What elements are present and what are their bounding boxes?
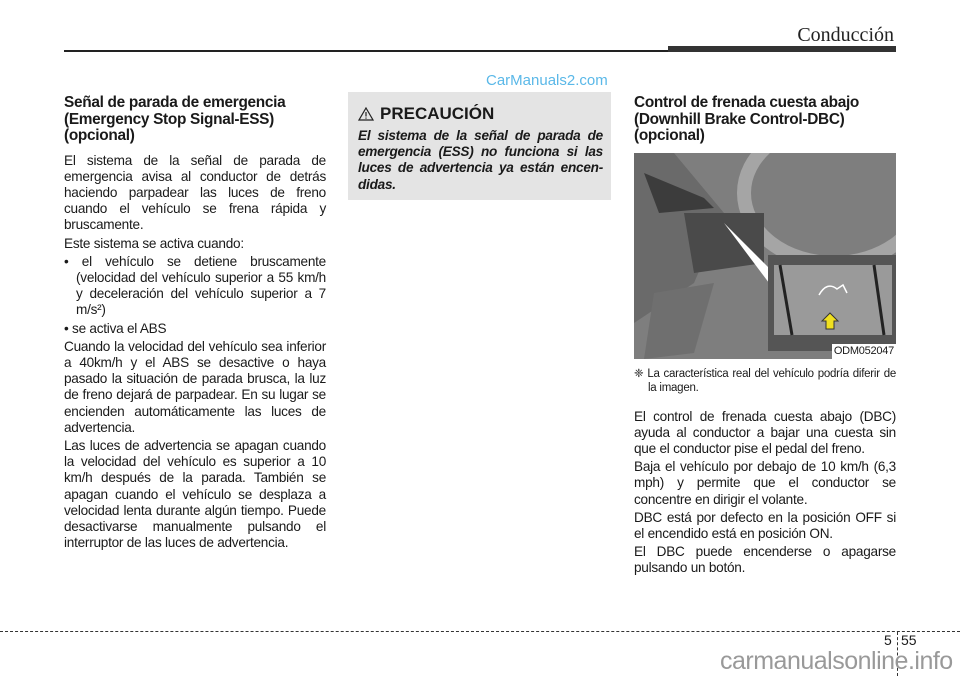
- paragraph: El DBC puede encenderse o apagarse pulsando un botón.: [634, 544, 896, 576]
- footer-watermark[interactable]: carmanualsonline.info: [720, 647, 953, 675]
- left-column: [64, 95, 326, 553]
- footer-rule: [0, 631, 960, 632]
- caution-body: El sistema de la señal de parada de emergencia (ESS) no funciona si las luces de advertencia ya están encen-didas.: [358, 128, 603, 192]
- image-note: ❈ La característica real del vehículo podría diferir de la imagen.: [634, 367, 896, 394]
- dashboard-illustration: [634, 153, 896, 359]
- header-rule-accent: [668, 46, 896, 52]
- image-code: ODM052047: [833, 344, 894, 357]
- warning-triangle-icon: [358, 107, 374, 121]
- watermark-link[interactable]: CarManuals2.com: [486, 72, 608, 89]
- right-column: [634, 95, 896, 579]
- paragraph: Este sistema se activa cuando:: [64, 235, 244, 251]
- dbc-heading: Control de frenada cuesta abajo (Downhill Brake Control-DBC) (opcional): [634, 94, 860, 144]
- paragraph: El sistema de la señal de parada de emergencia avisa al conductor de detrás haciendo parpadear las luces de freno cuando el vehículo se frena rápida y bruscamente.: [64, 152, 326, 233]
- paragraph: Cuando la velocidad del vehículo sea inferior a 40km/h y el ABS se desactive o haya pasado la situación de parada brusca, la luz de freno dejará de parpadear. En su lugar se encienden automáticamente las luces de advertencia.: [64, 338, 326, 435]
- paragraph: Baja el vehículo por debajo de 10 km/h (6,3 mph) y permite que el conductor se concentre en dirigir el volante.: [634, 459, 896, 507]
- chapter-number: 5: [884, 632, 892, 648]
- ess-heading: Señal de parada de emergencia (Emergency Stop Signal-ESS) (opcional): [64, 94, 286, 144]
- section-title: Conducción: [797, 24, 894, 46]
- bullet-item: • se activa el ABS: [64, 320, 167, 336]
- page-number: 55: [901, 632, 917, 648]
- caution-title: PRECAUCIÓN: [380, 104, 495, 123]
- paragraph: Las luces de advertencia se apagan cuando la velocidad del vehículo es superior a 10 km/h después de la parada. También se apagan cuando el vehículo se desplaza a velocidad lenta durante algún tiempo. Puede desactivarse manualmente pulsando el interruptor de las luces de advertencia.: [64, 437, 326, 551]
- paragraph: DBC está por defecto en la posición OFF si el encendido está en posición ON.: [634, 509, 896, 541]
- paragraph: El control de frenada cuesta abajo (DBC) ayuda al conductor a bajar una cuesta sin que el conductor pise el pedal del freno.: [634, 408, 896, 456]
- dbc-switch-photo: [634, 153, 896, 359]
- bullet-item: • el vehículo se detiene bruscamente (velocidad del vehículo superior a 55 km/h y deceleración del vehículo superior a 7 m/s²): [64, 253, 326, 318]
- caution-box: [348, 92, 611, 200]
